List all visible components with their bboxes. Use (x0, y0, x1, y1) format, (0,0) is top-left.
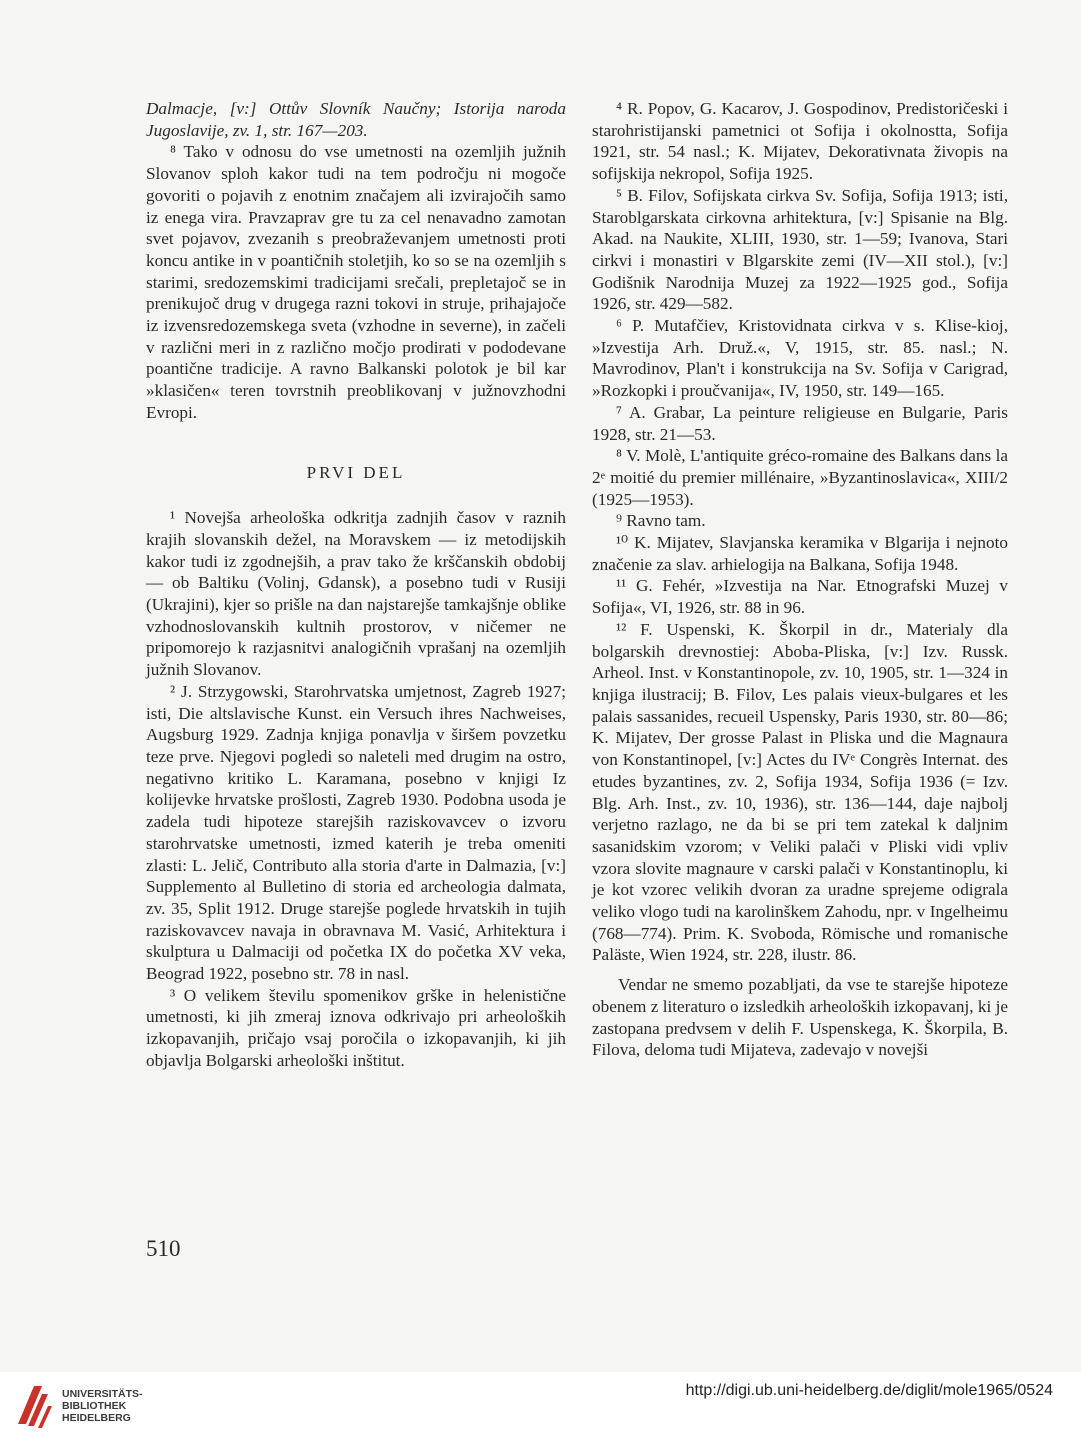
footnote-11: ¹¹ G. Fehér, »Izvestija na Nar. Etnografski Muzej v Sofija«, VI, 1926, str. 88 in 96. (592, 576, 1008, 618)
paragraph-continued: Dalmacje, [v:] Ottův Slovník Naučny; Istorija naroda Jugoslavije, zv. 1, str. 167—203. (146, 99, 566, 140)
footnote-1: ¹ Novejša arheološka odkritja zadnjih časov v raznih krajih slovanskih dežel, na Moravskem — iz metodijskih kakor tudi iz zgodnejših, a prav tako že krščanskih obdobij — ob Baltiku (Volinj, Gdansk), a posebno tudi v Rusiji (Ukrajini), kjer so prišle na dan najstarejše tamkajšnje oblike vzhodnoslovanskih kultnih prostorov, v ničemer ne pripomorejo k razjasnitvi analogičnih vprašanj na ozemljih južnih Slovanov. (146, 508, 566, 680)
right-column (592, 98, 1008, 1061)
footnote-8-left: ⁸ Tako v odnosu do vse umetnosti na ozemljih južnih Slovanov sploh kakor tudi na tem področju ni mogoče govoriti o pojavih z enotnim značajem ali izvirajočih samo iz enega vira. Pravzaprav gre tu za cel nenavadno zamotan svet pojavov, zvezanih s preobraževanjem umetnosti proti koncu antike in v poantičnih stoletjih, ko so se na ozemljih s starimi, sredozemskimi tradicijami srečali, prepletajoč se in prenikujoč drug v drugega razni tokovi in struje, prihajajoče iz izvensredozemskega sveta (vzhodne in severne), in začeli v različni meri in z različno močjo prodirati v pododevane poantične tradicije. A ravno Balkanski polotok je bil kar »klasičen« teren tovrstnih preoblikovanj v južnovzhodni Evropi. (146, 142, 566, 422)
footnote-5: ⁵ B. Filov, Sofijskata cirkva Sv. Sofija, Sofija 1913; isti, Staroblgarskata cirkovna arhitektura, [v:] Spisanie na Blg. Akad. na Naukite, XLIII, 1930, str. 1—59; Ivanova, Stari cirkvi i monastiri v Blgarskite zemi (IV—XII stol.), [v:] Godišnik Narodnija Muzej za 1922—1925 god., Sofija 1926, str. 429—582. (592, 185, 1008, 314)
footnote-2: ² J. Strzygowski, Starohrvatska umjetnost, Zagreb 1927; isti, Die altslavische Kunst. ein Versuch ihres Nachweises, Augsburg 1929. Zadnja knjiga ponavlja v širšem povzetku teze prve. Njegovi pogledi so naleteli med drugim na ostro, negativno kritiko L. Karamana, posebno v knjigi Iz kolijevke hrvatske prošlosti, Zagreb 1930. Podobna usoda je zadela tudi hipoteze starejših raziskovavcev o izvoru starohrvatske umetnosti, izmed katerih je treba omeniti zlasti: L. Jelič, Contributo alla storia d'arte in Dalmazia, [v:] Supplemento al Bulletino di storia ed archeologia dalmata, zv. 35, Split 1912. Druge starejše poglede hrvatskih in tujih raziskovavcev navaja in obravnava M. Vasić, Arhitektura i skulptura u Dalmaciji od početka IX do početka XV veka, Beograd 1922, posebno str. 78 in nasl. (146, 681, 566, 984)
body-paragraph: Vendar ne smemo pozabljati, da vse te starejše hipoteze obenem z literaturo o izsledkih arheoloških izkopavanj, ki je zastopana predvsem v delih F. Uspenskega, K. Škorpila, B. Filova, deloma tudi Mijateva, zadevajo v novejši (592, 975, 1008, 1060)
library-logo-icon (12, 1380, 52, 1432)
footnote-9: ⁹ Ravno tam. (616, 511, 706, 531)
section-heading: PRVI DEL (306, 462, 406, 482)
footnote-7: ⁷ A. Grabar, La peinture religieuse en Bulgarie, Paris 1928, str. 21—53. (592, 402, 1008, 444)
permalink[interactable]: http://digi.ub.uni-heidelberg.de/diglit/mole1965/0524 (685, 1382, 1053, 1399)
library-name-line3: HEIDELBERG (62, 1412, 131, 1424)
footnote-6: ⁶ P. Mutafčiev, Kristovidnata cirkva v s. Klise-kioj, »Izvestija Arh. Druž.«, V, 1915, str. 85. nasl.; N. Mavrodinov, Plan't i konstrukcija na Sv. Sofija v Carigrad, »Rozkopki i proučvanija«, IV, 1950, str. 149—165. (592, 316, 1008, 401)
page-number: 510 (146, 1236, 181, 1261)
footnote-3: ³ O velikem številu spomenikov grške in helenistične umetnosti, ki jih zmeraj iznova odkrivajo pri arheoloških izkopavanjih, pričajo vsaj poročila o izkopavanjih, ki jih objavlja Bolgarski arheološki inštitut. (146, 985, 566, 1070)
footnote-12: ¹² F. Uspenski, K. Škorpil in dr., Materialy dla bolgarskih drevnostiej: Aboba-Pliska, [v:] Izv. Russk. Arheol. Inst. v Konstantinopole, zv. 10, 1905, str. 1—324 in knjiga ilustracij; B. Filov, Les palais vieux-bulgares et les palais sassanides, recueil Uspensky, Paris 1930, str. 80—86; K. Mijatev, Der grosse Palast in Pliska und die Magnaura von Konstantinopel, [v:] Actes du IVᵉ Congrès Internat. des etudes byzantines, zv. 2, Sofija 1934, Sofija 1936 (= Izv. Blg. Arh. Inst., zv. 10, 1936), str. 136—144, daje najbolj verjetno razlago, ne da bi se pri tem zatekal k daljnim sasanidskim vzorom; v Veliki palači v Pliski vidi vpliv vzora slovite magnaure v carski palači v Konstantinoplu, ki je kot vzorec velikih dvoran za uradne sprejeme odigrala veliko vlogo tudi na karolinškem Zahodu, npr. v Ingelheimu (768—774). Prim. K. Svoboda, Römische und romanische Paläste, Wien 1924, str. 228, ilustr. 86. (592, 619, 1008, 965)
left-column (146, 98, 566, 1072)
library-name (62, 1388, 143, 1424)
footnote-8: ⁸ V. Molè, L'antiquite gréco-romaine des Balkans dans la 2ᵉ moitié du premier millénaire, »Byzantinoslavica«, XIII/2 (1925—1953). (592, 446, 1008, 509)
footer-bar (0, 1372, 1081, 1446)
footnote-4: ⁴ R. Popov, G. Kacarov, J. Gospodinov, Predistoričeski i starohristijanski pametnici ot Sofija i okolnostta, Sofija 1921, str. 54 nasl.; K. Mijatev, Dekorativnata živopis na sofijskija nekropol, Sofija 1925. (592, 99, 1008, 184)
library-name-line2: BIBLIOTHEK (62, 1400, 127, 1412)
library-name-line1: UNIVERSITÄTS- (62, 1388, 143, 1400)
footnote-10: ¹⁰ K. Mijatev, Slavjanska keramika v Blgarija i nejnoto značenie za slav. arhielogija na Balkana, Sofija 1948. (592, 533, 1008, 574)
